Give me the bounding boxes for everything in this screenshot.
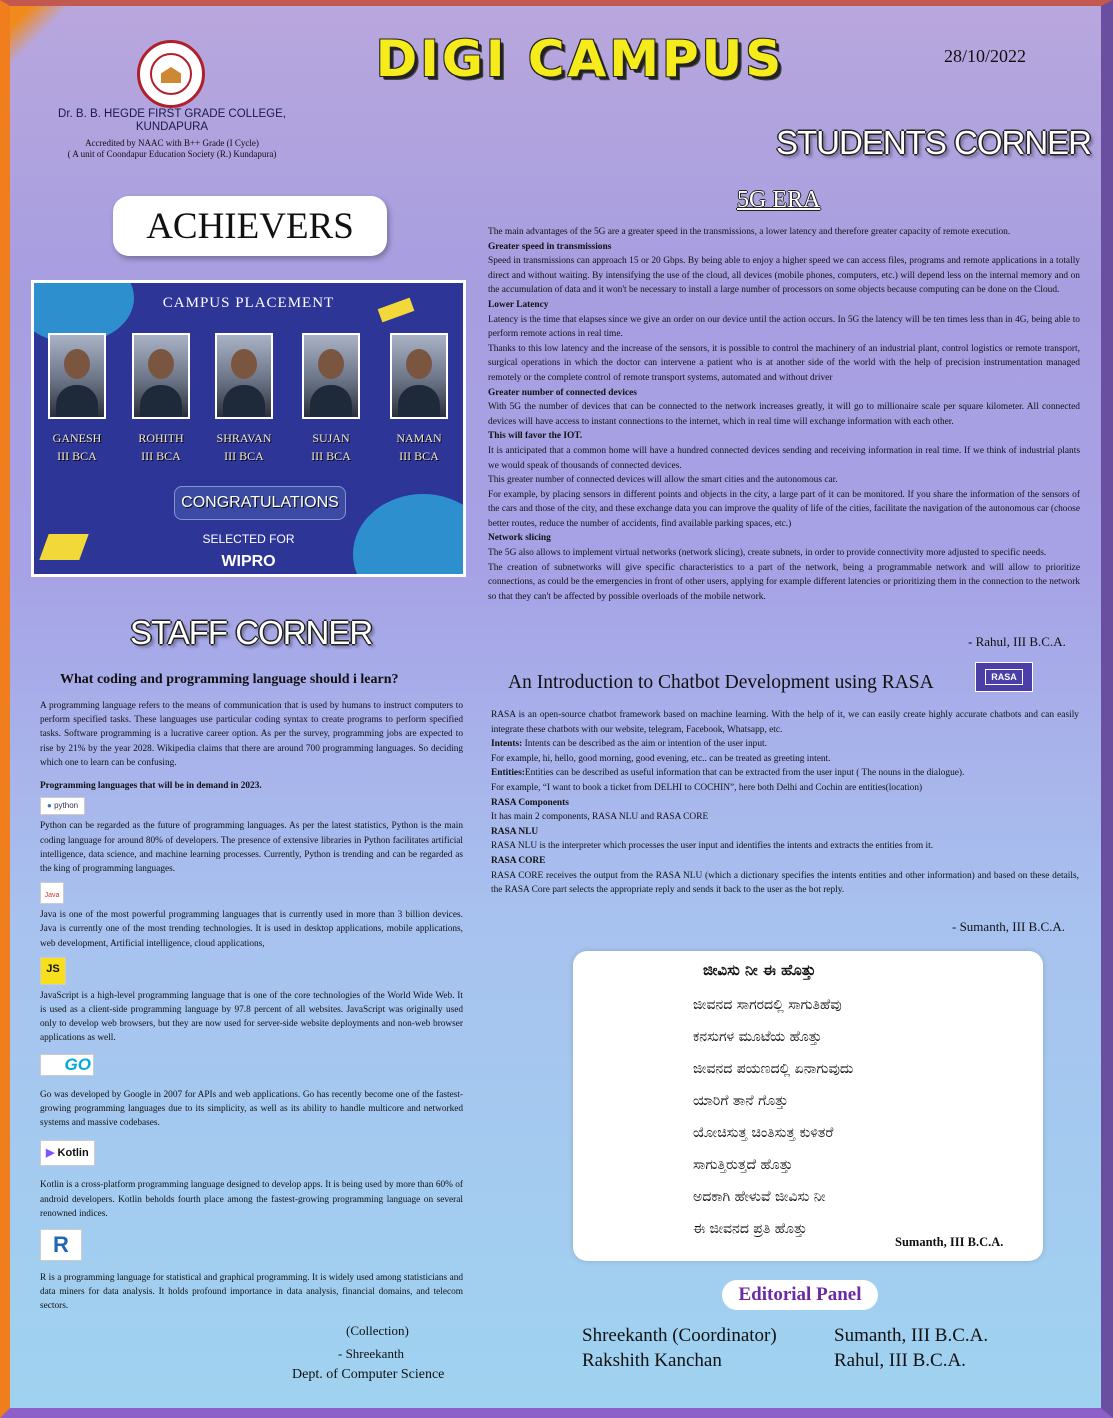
unit-text: ( A unit of Coondapur Education Society (R.) Kundapura) bbox=[67, 149, 277, 159]
college-logo bbox=[137, 40, 205, 108]
subheading: RASA NLU bbox=[491, 826, 539, 837]
paragraph: Kotlin is a cross-platform programming language designed to develop apps. It is being used by more than 60% of android developers. Kotlin beholds fourth place among the fastest-growing programming language on several renowned indices. bbox=[40, 1180, 463, 1219]
paragraph: It has main 2 components, RASA NLU and RASA CORE bbox=[491, 812, 709, 823]
student-class: III BCA bbox=[399, 449, 439, 463]
paragraph: For example, “I want to book a ticket from DELHI to COCHIN”, here both Delhi and Cochin are entities(location) bbox=[491, 782, 923, 793]
5g-era-title: 5G ERA bbox=[737, 187, 821, 213]
college-name-line1: Dr. B. B. HEGDE FIRST GRADE COLLEGE, bbox=[58, 108, 286, 120]
student-name: ROHITH bbox=[138, 431, 184, 445]
rasa-article bbox=[491, 708, 1079, 898]
placement-title: CAMPUS PLACEMENT bbox=[162, 295, 335, 311]
paragraph: JavaScript is a high-level programming language that is one of the core technologies of the World Wide Web. It is used as a client-side programming language by 97.8 percent of all websites. JavaScript was originally used only to develop web browsers, but they are now used for server-side website deployments and non-web browser applications as well. bbox=[40, 990, 463, 1044]
collection-label: (Collection) bbox=[346, 1323, 409, 1338]
subheading: Greater number of connected devices bbox=[488, 387, 637, 398]
editorial-member: Rahul, III B.C.A. bbox=[834, 1350, 966, 1371]
student-card bbox=[388, 333, 450, 465]
r-logo-icon: R bbox=[40, 1229, 82, 1261]
paragraph: It is anticipated that a common home will have a hundred connected devices sending and receiving information in real time. If we think of industrial plants we would speak of thousands of connected devices. bbox=[488, 445, 1080, 471]
term-label: Entities: bbox=[491, 768, 525, 779]
subheading: Lower Latency bbox=[488, 299, 549, 310]
student-card bbox=[130, 333, 192, 465]
paragraph: Latency is the time that elapses since we give an order on our device until the action occurs. In 5G the latency will be ten times less than in 4G, being able to perform remote actions in real time. bbox=[488, 314, 1080, 340]
frame-right-border bbox=[1101, 705, 1113, 1418]
paragraph: RASA is an open-source chatbot framework based on machine learning. With the help of it, we can easily create highly accurate chatbots and can easily integrate these chatbots with our website, telegram, Facebook, Whatsapp, etc. bbox=[491, 710, 1079, 735]
student-name: NAMAN bbox=[396, 431, 442, 445]
editorial-panel-heading: Editorial Panel bbox=[722, 1280, 878, 1310]
paragraph: The 5G also allows to implement virtual networks (network slicing), create subnets, in order to provide connectivity more adjusted to specific needs. bbox=[488, 548, 1047, 559]
paragraph: Thanks to this low latency and the increase of the sensors, it is possible to control the machinery of an industrial plant, control logistics or remote transport, surgical operations in which the doctor can intervene a patient who is at another side of the world with the help of precision instrumentation managed remotely or the complete control of remote transport systems, automated and without driver bbox=[488, 343, 1080, 383]
paragraph: This greater number of connected devices will allow the smart cities and the autonomous car. bbox=[488, 475, 838, 486]
student-name: SHRAVAN bbox=[216, 431, 272, 445]
java-logo-icon: Java bbox=[40, 882, 64, 904]
paragraph: Speed in transmissions can approach 15 or 20 Gbps. By being able to enjoy a higher speed we can access files, programs and remote applications in a totally direct and without waiting. By intensifying the use of the cloud, all devices (mobile phones, computers, etc.) will depend less on the internal memory and on the accumulation of data and it won't be necessary to install a large number of processors on some objects because computing can be done on the Cloud. bbox=[488, 256, 1080, 296]
staff-corner-heading: STAFF CORNER bbox=[130, 614, 373, 651]
kotlin-logo-icon: ▶ Kotlin bbox=[40, 1140, 95, 1166]
5g-article bbox=[488, 225, 1080, 604]
student-class: III BCA bbox=[57, 449, 97, 463]
poem-author: Sumanth, III B.C.A. bbox=[895, 1235, 1004, 1249]
accreditation-text: Accredited by NAAC with B++ Grade (I Cycle) bbox=[85, 138, 259, 148]
5g-author: - Rahul, III B.C.A. bbox=[968, 634, 1066, 649]
college-name-line2: KUNDAPURA bbox=[135, 121, 209, 133]
poem-line: ಕನಸುಗಳ ಮೂಟೆಯ ಹೊತ್ತು bbox=[693, 1029, 822, 1045]
rasa-article-title: An Introduction to Chatbot Development using RASA bbox=[508, 672, 934, 693]
student-name: SUJAN bbox=[312, 431, 350, 445]
students-corner-heading: STUDENTS CORNER bbox=[776, 124, 1092, 161]
editorial-member: Rakshith Kanchan bbox=[582, 1350, 722, 1371]
editorial-member: Sumanth, III B.C.A. bbox=[834, 1325, 989, 1346]
poem-line: ಈ ಜೀವನದ ಪ್ರತಿ ಹೊತ್ತು bbox=[693, 1221, 808, 1237]
staff-dept: Dept. of Computer Science bbox=[292, 1367, 445, 1382]
python-logo-icon: ● python bbox=[40, 797, 85, 815]
subheading: Greater speed in transmissions bbox=[488, 241, 612, 252]
masthead-title: DIGI CAMPUS bbox=[375, 30, 785, 88]
student-class: III BCA bbox=[141, 449, 181, 463]
poem-line: ಯಾರಿಗೆ ತಾನೆ ಗೊತ್ತು bbox=[693, 1093, 789, 1109]
editorial-member: Shreekanth (Coordinator) bbox=[582, 1325, 777, 1346]
student-photo bbox=[132, 333, 190, 419]
paragraph: For example, hi, hello, good morning, good evening, etc.. can be treated as greeting intent. bbox=[491, 753, 831, 764]
achievers-heading: ACHIEVERS bbox=[113, 196, 387, 256]
student-photo bbox=[48, 333, 106, 419]
poem-line: ಯೋಚಿಸುತ್ತ ಚಿಂತಿಸುತ್ತ ಕುಳಿತರೆ bbox=[693, 1125, 834, 1141]
student-photo bbox=[390, 333, 448, 419]
subheading: RASA Components bbox=[491, 797, 569, 808]
student-card bbox=[213, 333, 275, 465]
student-name: GANESH bbox=[52, 431, 102, 445]
campus-placement-card bbox=[31, 280, 466, 577]
poem-title: ಜೀವಿಸು ನೀ ಈ ಹೊತ್ತು bbox=[703, 961, 816, 979]
subheading: RASA CORE bbox=[491, 855, 546, 866]
college-name bbox=[40, 108, 304, 134]
company-name: WIPRO bbox=[221, 553, 276, 570]
paragraph: RASA CORE receives the output from the RASA NLU (which a dictionary specifies the intents entities and other information) and based on these details, the RASA Core part selects the appropriate reply and sends it back to the user as the bot reply. bbox=[491, 870, 1079, 896]
term-label: Intents: bbox=[491, 739, 523, 750]
selected-for-label: SELECTED FOR bbox=[202, 532, 295, 546]
student-photo bbox=[302, 333, 360, 419]
paragraph: For example, by placing sensors in different points and objects in the city, a large part of it can be monitored. If you share the information of the sensors of the cars and those of the city, and these exchange data you can improve the quality of life of the cities, facilitate the navigation of the autonomous car (choose better routes, reduce the number of accidents, find available parking spaces, etc.) bbox=[488, 489, 1080, 529]
issue-date: 28/10/2022 bbox=[944, 46, 1027, 66]
paragraph: The creation of subnetworks will give specific characteristics to a part of the network, being a programmable network and will allow to prioritize connections, as could be the emergencies in front of other users, applying for example different latencies or prioritizing them in the connection to the network so that they can't be affected by possible overloads of the mobile network. bbox=[488, 562, 1080, 602]
term-text: Intents can be described as the aim or intention of the user input. bbox=[522, 739, 767, 750]
paragraph: With 5G the number of devices that can be connected to the network increases greatly, it will go to millionaire scale per square kilometer. All connected devices will have access to instant connections to the internet, which in real time will exchange information with each other. bbox=[488, 402, 1080, 427]
frame-left-border bbox=[0, 620, 10, 1418]
term-text: Entities can be described as useful information that can be extracted from the user input ( The nouns in the dialogue). bbox=[524, 768, 965, 779]
paragraph: R is a programming language for statistical and graphical programming. It is widely used among statisticians and data miners for data analysis. It holds profound importance in data analysis, financial domains, and telecom sectors. bbox=[40, 1273, 463, 1312]
subheading: Network slicing bbox=[488, 533, 551, 544]
paragraph: The main advantages of the 5G are a greater speed in the transmissions, a lower latency and therefore greater capacity of remote execution. bbox=[488, 227, 1011, 237]
rasa-author: - Sumanth, III B.C.A. bbox=[952, 919, 1066, 934]
paragraph: Java is one of the most powerful programming languages that is currently used in more than 3 billion devices. Java is currently one of the most trending technologies. It is used in desktop applications, mobile applications, web development, Artificial intelligence, cloud applications, bbox=[40, 910, 463, 949]
poem-line: ಅದಕಾಗಿ ಹೇಳುವೆ ಜೀವಿಸು ನೀ bbox=[693, 1189, 826, 1205]
student-card bbox=[300, 333, 362, 465]
paragraph: Go was developed by Google in 2007 for APIs and web applications. Go has recently become one of the fastest-growing programming languages due to its simplicity, as well as its ability to handle multicore and networked systems and massive codebases. bbox=[40, 1089, 463, 1129]
subheading: Programming languages that will be in demand in 2023. bbox=[40, 781, 262, 792]
student-class: III BCA bbox=[311, 449, 351, 463]
paragraph: RASA NLU is the interpreter which processes the user input and identifies the intents and extracts the entities from it. bbox=[491, 841, 934, 852]
staff-article bbox=[40, 699, 463, 1314]
poem-line: ಜೀವನದ ಸಾಗರದಲ್ಲಿ ಸಾಗುತಿಹೆವು bbox=[693, 997, 842, 1013]
student-photo bbox=[215, 333, 273, 419]
rasa-logo-icon: RASA bbox=[975, 662, 1033, 692]
paragraph: A programming language refers to the means of communication that is used by humans to instruct computers to perform specified tasks. These languages use particular coding syntax to create programs to perform specified tasks. Software programming is a lucrative career option. As per the survey, programming jobs are expected to rise by 21% by the year 2028. Wikipedia claims that there are around 700 programming languages. So deciding which one to learn can be confusing. bbox=[40, 701, 463, 768]
staff-article-title: What coding and programming language should i learn? bbox=[60, 672, 399, 687]
paragraph: Python can be regarded as the future of programming languages. As per the latest statistics, Python is the main coding language for around 80% of developers. The presence of extensive libraries in Python facilitates artificial intelligence, data science, and machine learning processes. Currently, Python is trending and can be regarded as the king of programming languages. bbox=[40, 821, 463, 875]
accreditation bbox=[40, 138, 304, 160]
poem-line: ಜೀವನದ ಪಯಣದಲ್ಲಿ ಏನಾಗುವುದು bbox=[693, 1061, 854, 1077]
staff-author: - Shreekanth bbox=[338, 1346, 405, 1361]
subheading: This will favor the IOT. bbox=[488, 431, 583, 442]
congratulations-banner: CONGRATULATIONS bbox=[174, 486, 346, 520]
javascript-logo-icon: JS bbox=[40, 957, 66, 985]
student-card bbox=[46, 333, 108, 465]
student-class: III BCA bbox=[224, 449, 264, 463]
go-logo-icon: GO bbox=[40, 1054, 94, 1076]
poem-line: ಸಾಗುತ್ತಿರುತ್ತದೆ ಹೊತ್ತು bbox=[693, 1157, 793, 1173]
kannada-poem-box bbox=[573, 951, 1043, 1261]
